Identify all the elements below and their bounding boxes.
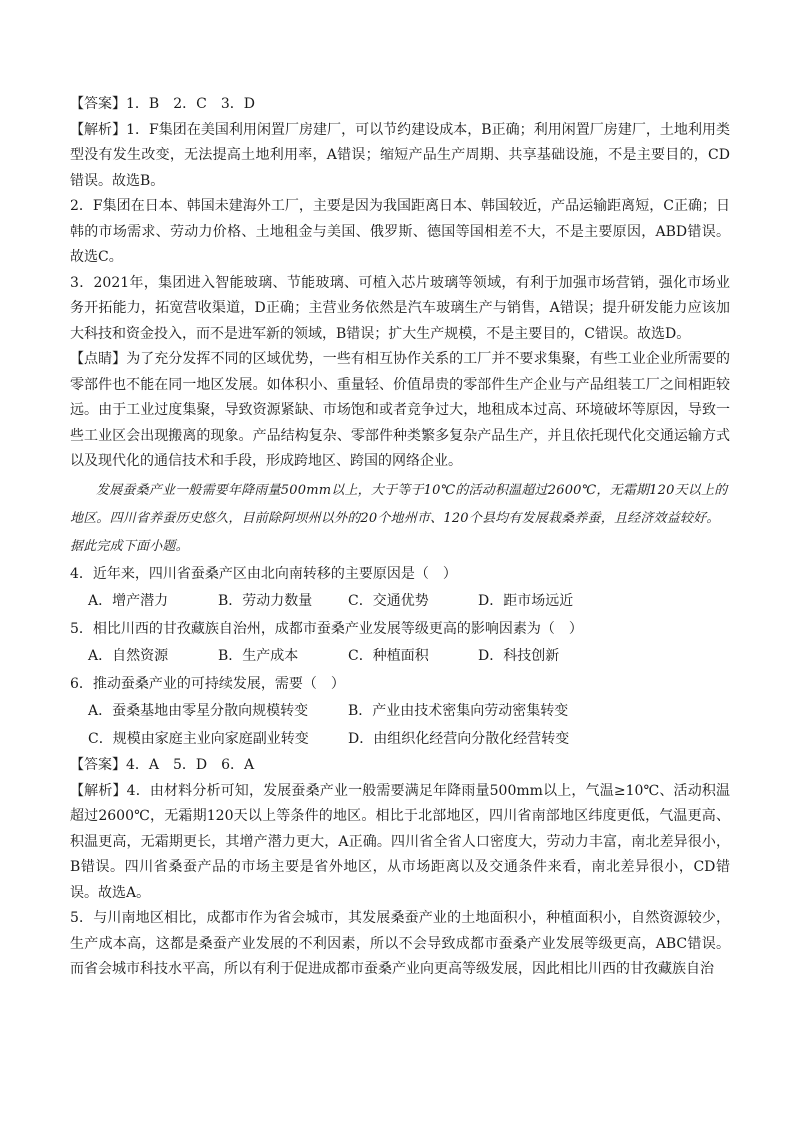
option-b: B．生产成本 [218, 648, 299, 664]
answer-line-1 [70, 92, 730, 118]
option-d: D．由组织化经营向分散化经营转变 [348, 730, 570, 747]
answer-text: 1．B 2．C 3．D [126, 96, 255, 112]
answer-text: 4．A 5．D 6．A [126, 757, 255, 773]
tip-text: 为了充分发挥不同的区域优势，一些有相互协作关系的工厂并不要求集聚，有些工业企业所需要的零部件也不能在同一地区发展。如体积小、重量轻、价值昂贵的零部件生产企业与产品组装工厂之间相距较远。由于工业过度集聚，导致资源紧缺、市场饱和或者竞争过大，地租成本过高、环境破坏等原因，导致一些工业区会出现搬离的现象。产品结构复杂、零部件种类繁多复杂产品生产，并且依托现代化交通运输方式以及现代化的通信技术和手段，形成跨地区、跨国的网络企业。 [70, 351, 731, 469]
question-4-options [70, 588, 730, 616]
document-page [70, 92, 730, 983]
option-d: D．科技创新 [478, 648, 560, 664]
question-6-stem: 6．推动蚕桑产业的可持续发展，需要（ ） [70, 675, 345, 692]
analysis-tag: 【解析】 [70, 782, 127, 799]
analysis-text: 1．F集团在美国利用闲置厂房建厂，可以节约建设成本，B正确；利用闲置厂房建厂，土地利用类型没有发生改变，无法提高土地利用率，A错误；缩短产品生产周期、共享基础设施，不是主要目的，CD错误。故选B。 [70, 121, 730, 189]
option-c: C．种植面积 [348, 648, 429, 664]
question-5-stem: 5．相比川西的甘孜藏族自治州，成都市蚕桑产业发展等级更高的影响因素为（ ） [70, 620, 583, 637]
analysis-paragraph-5: 5．与川南地区相比，成都市作为省会城市，其发展桑蚕产业的土地面积小，种植面积小，自然资源较少，生产成本高，这都是桑蚕产业发展的不利因素，所以不会导致成都市蚕桑产业发展等级更高，ABC错误。而省会城市科技水平高，所以有利于促进成都市蚕桑产业向更高等级发展，因此相比川西的甘孜藏族自治 [70, 910, 730, 977]
analysis-tag: 【解析】 [70, 121, 127, 138]
option-b: B．产业由技术密集向劳动密集转变 [348, 703, 569, 719]
analysis-text: 4．由材料分析可知，发展蚕桑产业一般需要满足年降雨量500mm以上，气温≥10℃、活动积温超过2600℃，无霜期120天以上等条件的地区。相比于北部地区，四川省南部地区纬度更低，气温更高、积温更高，无霜期更长，其增产潜力更大，A正确。四川省全省人口密度大，劳动力丰富，南北差异很小，B错误。四川省桑蚕产品的市场主要是省外地区，从市场距离以及交通条件来看，南北差异很小，CD错误。故选A。 [70, 782, 731, 901]
analysis-paragraph-2: 2．F集团在日本、韩国未建海外工厂，主要是因为我国距离日本、韩国较近，产品运输距离短，C正确；日韩的市场需求、劳动力价格、土地租金与美国、俄罗斯、德国等国相差不大，不是主要原因，ABD错误。故选C。 [70, 198, 730, 265]
question-5-options [70, 643, 730, 671]
answer-tag: 【答案】 [70, 757, 126, 773]
analysis-paragraph-3: 3．2021年，集团进入智能玻璃、节能玻璃、可植入芯片玻璃等领域，有利于加强市场营销，强化市场业务开拓能力，拓宽营收渠道，D正确；主营业务依然是汽车玻璃生产与销售，A错误；提升研发能力应该加大科技和资金投入，而不是进军新的领域，B错误；扩大生产规模，不是主要目的，C错误。故选D。 [70, 274, 730, 342]
option-a: A．增产潜力 [88, 593, 169, 609]
option-d: D．距市场远近 [478, 593, 574, 609]
option-c: C．交通优势 [348, 593, 429, 609]
option-c: C．规模由家庭主业向家庭副业转变 [88, 730, 309, 747]
tip-tag: 【点睛】 [70, 351, 127, 367]
option-a: A．自然资源 [88, 648, 169, 664]
reading-passage: 发展蚕桑产业一般需要年降雨量500mm以上，大于等于10℃的活动积温超过2600℃，无霜期120天以上的地区。四川省养蚕历史悠久，目前除阿坝州以外的20个地州市、120个县均有发展栽桑养蚕，且经济效益较好。据此完成下面小题。 [70, 482, 728, 554]
option-a: A．蚕桑基地由零星分散向规模转变 [88, 703, 309, 719]
answer-tag: 【答案】 [70, 96, 126, 112]
analysis-paragraph-4 [70, 779, 730, 907]
question-4-stem: 4．近年来，四川省蚕桑产区由北向南转移的主要原因是（ ） [70, 565, 457, 582]
analysis-paragraph-1 [70, 118, 730, 195]
question-6-options [70, 698, 730, 753]
answer-line-2 [70, 753, 730, 779]
tip-paragraph [70, 347, 730, 475]
option-b: B．劳动力数量 [218, 593, 313, 609]
